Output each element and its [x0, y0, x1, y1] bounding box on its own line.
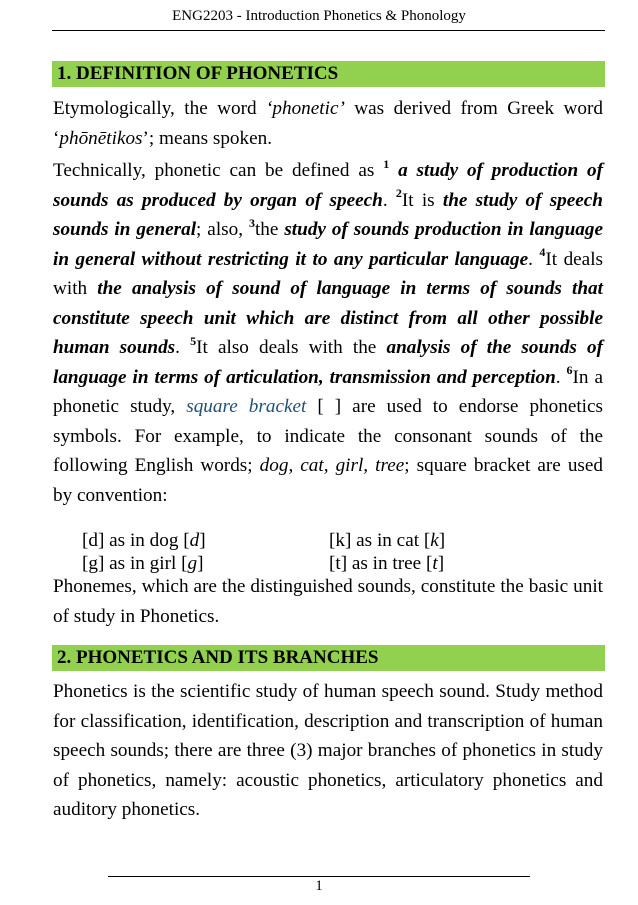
footnote-number: 2 — [395, 186, 402, 201]
paragraph-etymology: Etymologically, the word ‘phonetic’ was derived from Greek word ‘phōnētikos’; means spoken. — [53, 98, 603, 149]
example-dog: [d] as in dog [d] — [82, 530, 206, 551]
example-cat: [k] as in cat [k] — [329, 530, 446, 551]
footer-rule — [108, 876, 530, 877]
paragraph-phonemes: Phonemes, which are the distinguished sounds, constitute the basic unit of study in Phonetics. — [53, 576, 603, 627]
example-girl: [g] as in girl [g] — [82, 553, 204, 574]
section-heading-branches: 2. PHONETICS AND ITS BRANCHES — [52, 645, 605, 671]
paragraph-branches: Phonetics is the scientific study of human speech sound. Study method for classification, identification, description and transcription of human speech sounds; there are three (3) major branches of phonetics in study of phonetics, namely: acoustic phonetics, articulatory phonetics and auditory phonetics. — [53, 681, 603, 820]
header-rule — [52, 30, 605, 31]
page-header: ENG2203 - Introduction Phonetics & Phonology — [172, 8, 466, 24]
paragraph-definition: Technically, phonetic can be defined as $^1$ a study of production of sounds as produced by organ of speech. $^2$It is the study of speech sounds in general; also, $^3$the study of sounds production in language in general without restricting it to any particular language. $^4$It deals with the analysis of sound of language in terms of sounds that constitute speech unit which are distinct from all other possible human sounds. $^5$It also deals with the analysis of the sounds of language in terms of articulation, transmission and perception. $^6$In a phonetic study, square bracket [ ] are used to endorse phonetics symbols. For example, to indicate the consonant sounds of the following English words; dog, cat, girl, tree; square bracket are used by convention: — [53, 156, 604, 506]
section-heading-definition: 1. DEFINITION OF PHONETICS — [52, 61, 605, 87]
page-number: 1 — [315, 878, 323, 894]
example-tree: [t] as in tree [t] — [329, 553, 445, 574]
footnote-number: 3 — [248, 215, 255, 230]
footnote-number: 6 — [566, 363, 573, 378]
footnote-number: 4 — [539, 245, 546, 260]
footnote-number: 5 — [190, 333, 197, 348]
footnote-number: 1 — [383, 156, 390, 171]
